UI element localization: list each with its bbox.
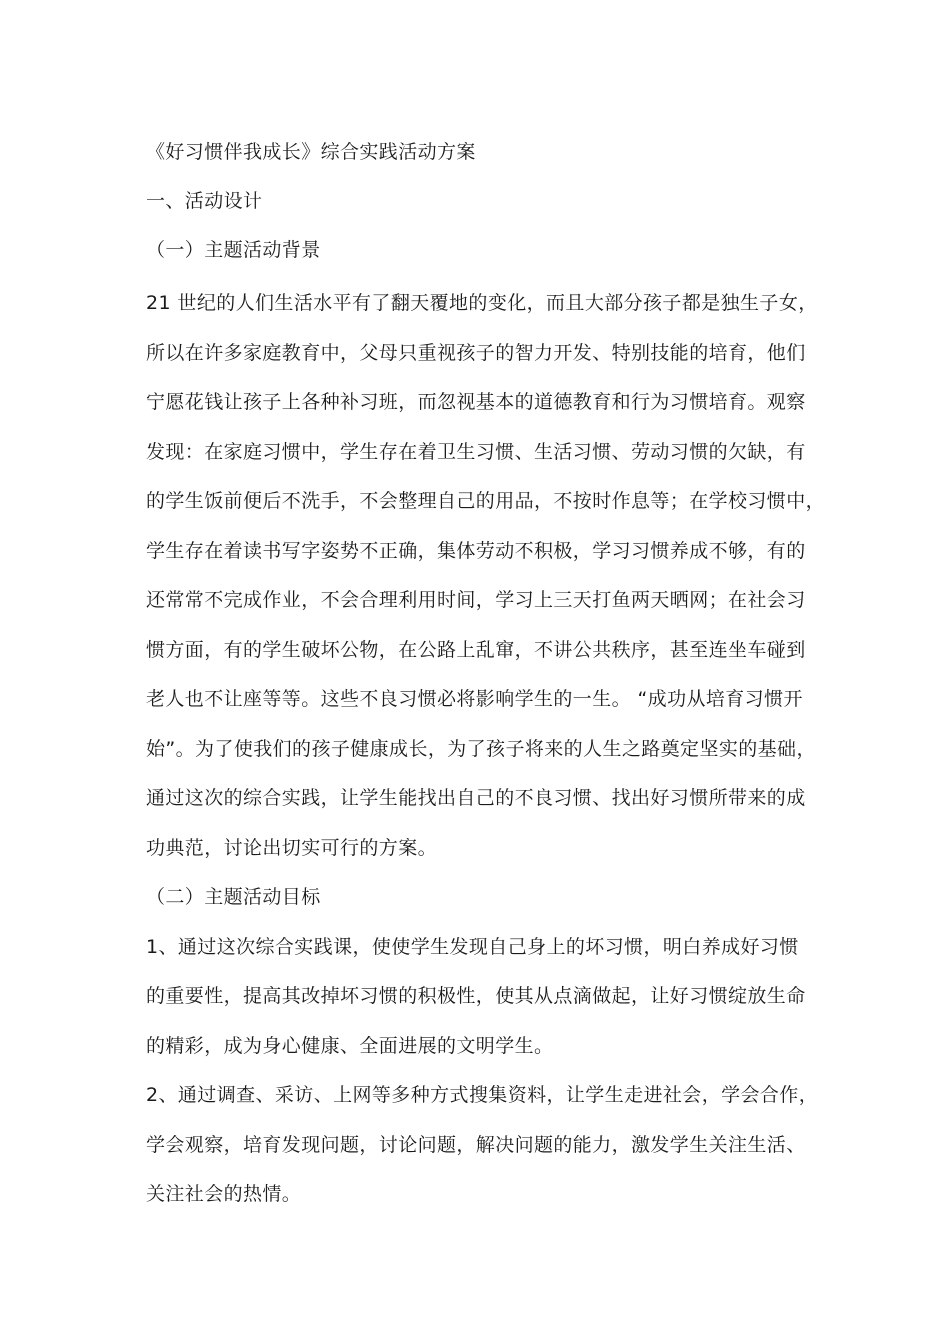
background-line: 惯方面，有的学生破坏公物，在公路上乱窜，不讲公共秩序，甚至连坐车碰到 [146,639,806,661]
goal-2-line: 关注社会的热情。 [146,1183,302,1205]
section-heading-activity-design: 一、活动设计 [146,190,263,212]
subheading-goals: （二）主题活动目标 [146,886,321,908]
background-line: 通过这次的综合实践，让学生能找出自己的不良习惯、找出好习惯所带来的成 [146,787,806,809]
background-line: 宁愿花钱让孩子上各种补习班，而忽视基本的道德教育和行为习惯培育。观察 [146,391,806,413]
goal-1-line: 1、通过这次综合实践课，使使学生发现自己身上的坏习惯，明白养成好习惯 [146,936,799,958]
background-line: 始”。为了使我们的孩子健康成长，为了孩子将来的人生之路奠定坚实的基础， [146,738,816,760]
background-line: 功典范，讨论出切实可行的方案。 [146,837,438,859]
background-line: 还常常不完成作业，不会合理利用时间，学习上三天打鱼两天晒网；在社会习 [146,589,806,611]
background-line: 学生存在着读书写字姿势不正确，集体劳动不积极，学习习惯养成不够，有的 [146,540,806,562]
goal-1-line: 的重要性，提高其改掉坏习惯的积极性，使其从点滴做起，让好习惯绽放生命 [146,985,806,1007]
goal-1-line: 的精彩，成为身心健康、全面进展的文明学生。 [146,1035,554,1057]
subheading-background: （一）主题活动背景 [146,239,321,261]
background-line: 21 世纪的人们生活水平有了翻天覆地的变化，而且大部分孩子都是独生子女， [146,292,818,314]
background-line: 老人也不让座等等。这些不良习惯必将影响学生的一生。 “成功从培育习惯开 [146,688,803,710]
background-line: 所以在许多家庭教育中，父母只重视孩子的智力开发、特别技能的培育，他们 [146,342,806,364]
background-line: 发现：在家庭习惯中，学生存在着卫生习惯、生活习惯、劳动习惯的欠缺，有 [146,441,806,463]
goal-2-line: 2、通过调查、采访、上网等多种方式搜集资料，让学生走进社会，学会合作， [146,1084,819,1106]
background-line: 的学生饭前便后不洗手，不会整理自己的用品，不按时作息等；在学校习惯中， [146,490,826,512]
goal-2-line: 学会观察，培育发现问题，讨论问题，解决问题的能力，激发学生关注生活、 [146,1134,806,1156]
document-title: 《好习惯伴我成长》综合实践活动方案 [146,141,476,163]
